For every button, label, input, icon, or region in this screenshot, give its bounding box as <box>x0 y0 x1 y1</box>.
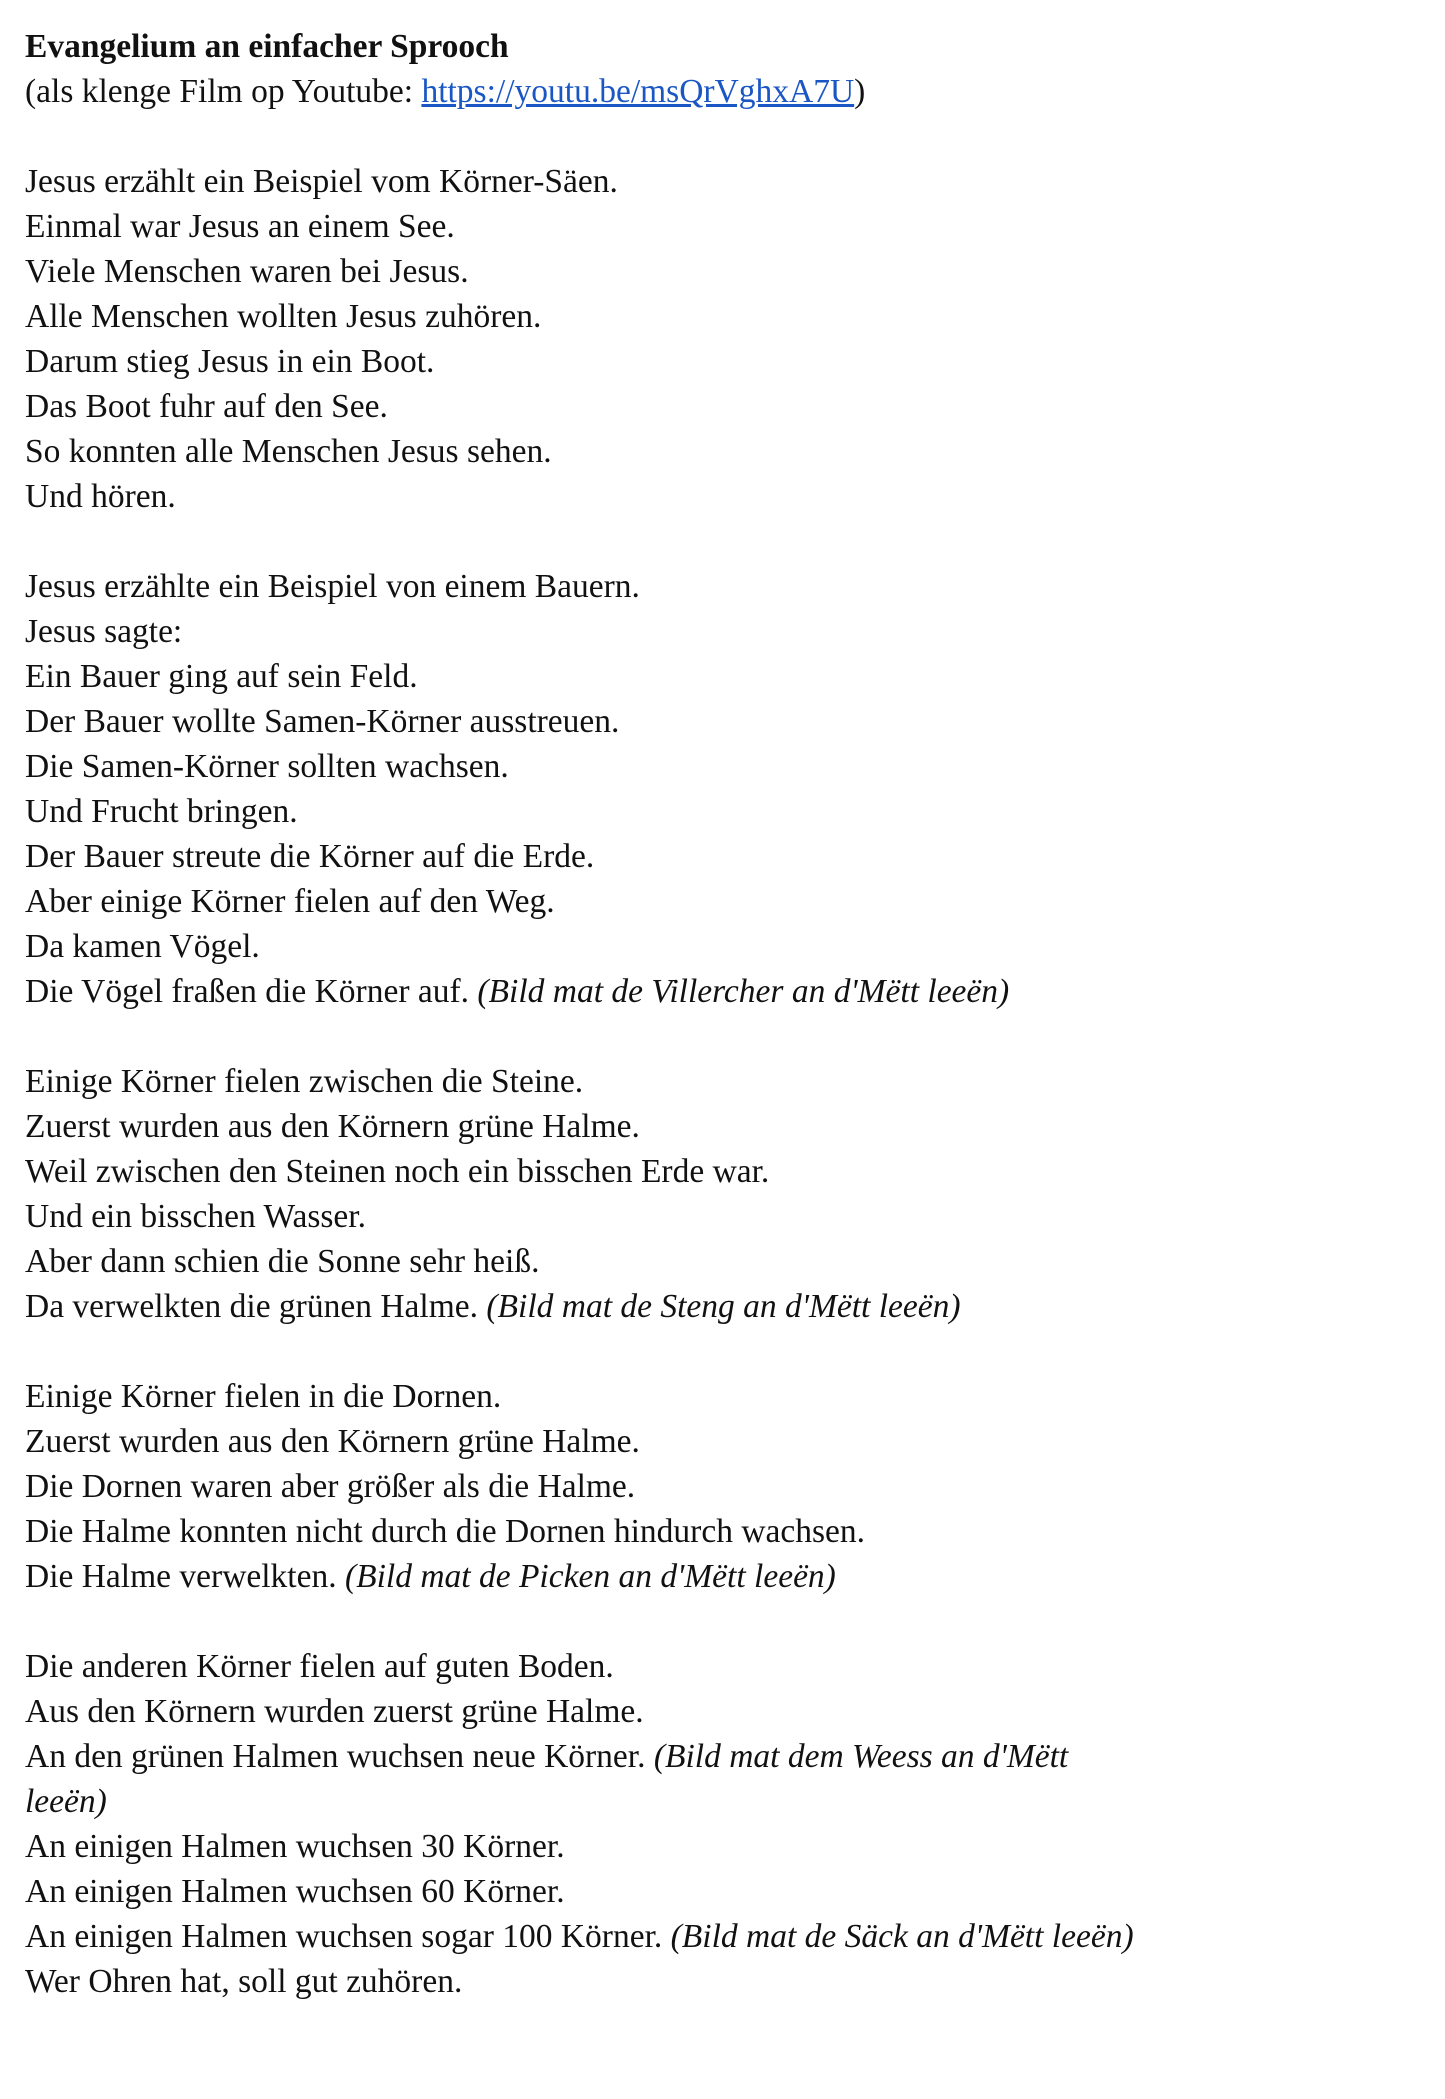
paragraph-gap <box>25 1329 1405 1374</box>
stage-note: (Bild mat de Steng an d'Mëtt leeën) <box>486 1288 961 1325</box>
line-text: An den grünen Halmen wuchsen neue Körner. <box>25 1738 654 1775</box>
text-line: Und hören. <box>25 478 176 515</box>
text-line: Der Bauer streute die Körner auf die Erde. <box>25 838 595 875</box>
paragraph-3 <box>25 1059 1405 1329</box>
text-line: Einige Körner fielen in die Dornen. <box>25 1378 502 1415</box>
text-line: Jesus erzählt ein Beispiel vom Körner-Säen. <box>25 163 618 200</box>
paragraph-gap <box>25 114 1405 159</box>
text-line: Aus den Körnern wurden zuerst grüne Halme. <box>25 1693 644 1730</box>
text-line: Einmal war Jesus an einem See. <box>25 208 455 245</box>
line-text: Die Halme verwelkten. <box>25 1558 345 1595</box>
youtube-link[interactable]: https://youtu.be/msQrVghxA7U <box>421 73 855 110</box>
text-line: Darum stieg Jesus in ein Boot. <box>25 343 435 380</box>
text-line: Zuerst wurden aus den Körnern grüne Halme. <box>25 1108 640 1145</box>
paragraph-1 <box>25 159 1405 519</box>
stage-note: (Bild mat de Villercher an d'Mëtt leeën) <box>477 973 1010 1010</box>
text-line: Das Boot fuhr auf den See. <box>25 388 388 425</box>
text-line: Alle Menschen wollten Jesus zuhören. <box>25 298 542 335</box>
line-text: Da verwelkten die grünen Halme. <box>25 1288 487 1325</box>
text-line: Die Dornen waren aber größer als die Halme. <box>25 1468 636 1505</box>
text-line: Aber einige Körner fielen auf den Weg. <box>25 883 555 920</box>
closing-line: Wer Ohren hat, soll gut zuhören. <box>25 1963 463 2000</box>
text-line: An einigen Halmen wuchsen 60 Körner. <box>25 1873 565 1910</box>
document-page <box>25 24 1405 2004</box>
subtitle-suffix: ) <box>854 73 866 110</box>
paragraph-4 <box>25 1374 1405 1599</box>
text-line-with-note <box>25 969 1405 1014</box>
text-line: Die Samen-Körner sollten wachsen. <box>25 748 509 785</box>
text-line: Der Bauer wollte Samen-Körner ausstreuen. <box>25 703 620 740</box>
line-text: Die Vögel fraßen die Körner auf. <box>25 973 478 1010</box>
text-line: Die anderen Körner fielen auf guten Boden. <box>25 1648 614 1685</box>
text-line: Und Frucht bringen. <box>25 793 298 830</box>
paragraph-gap <box>25 519 1405 564</box>
stage-note-continuation: leeën) <box>25 1783 107 1820</box>
text-line: So konnten alle Menschen Jesus sehen. <box>25 433 552 470</box>
line-text: An einigen Halmen wuchsen sogar 100 Körner. <box>25 1918 671 1955</box>
stage-note: (Bild mat dem Weess an d'Mëtt <box>653 1738 1069 1775</box>
text-line: Weil zwischen den Steinen noch ein bisschen Erde war. <box>25 1153 770 1190</box>
stage-note: (Bild mat de Säck an d'Mëtt leeën) <box>670 1918 1134 1955</box>
text-line: Zuerst wurden aus den Körnern grüne Halme. <box>25 1423 640 1460</box>
text-line-with-note <box>25 1554 1405 1599</box>
subtitle-prefix: (als klenge Film op Youtube: <box>25 73 422 110</box>
document-title: Evangelium an einfacher Sprooch <box>25 28 509 65</box>
text-line: Einige Körner fielen zwischen die Steine. <box>25 1063 584 1100</box>
text-line: Die Halme konnten nicht durch die Dornen hindurch wachsen. <box>25 1513 866 1550</box>
paragraph-gap <box>25 1599 1405 1644</box>
paragraph-2 <box>25 564 1405 1014</box>
text-line: Jesus erzählte ein Beispiel von einem Bauern. <box>25 568 640 605</box>
stage-note: (Bild mat de Picken an d'Mëtt leeën) <box>344 1558 836 1595</box>
text-line-with-note <box>25 1914 1405 1959</box>
text-line: An einigen Halmen wuchsen 30 Körner. <box>25 1828 565 1865</box>
text-line: Viele Menschen waren bei Jesus. <box>25 253 469 290</box>
paragraph-gap <box>25 1014 1405 1059</box>
text-line: Da kamen Vögel. <box>25 928 260 965</box>
subtitle <box>25 69 1405 114</box>
text-line-with-note <box>25 1284 1405 1329</box>
text-line: Aber dann schien die Sonne sehr heiß. <box>25 1243 540 1280</box>
text-line: Ein Bauer ging auf sein Feld. <box>25 658 418 695</box>
text-line: Jesus sagte: <box>25 613 183 650</box>
text-line-with-note <box>25 1734 1405 1779</box>
text-line: Und ein bisschen Wasser. <box>25 1198 366 1235</box>
paragraph-5 <box>25 1644 1405 2004</box>
